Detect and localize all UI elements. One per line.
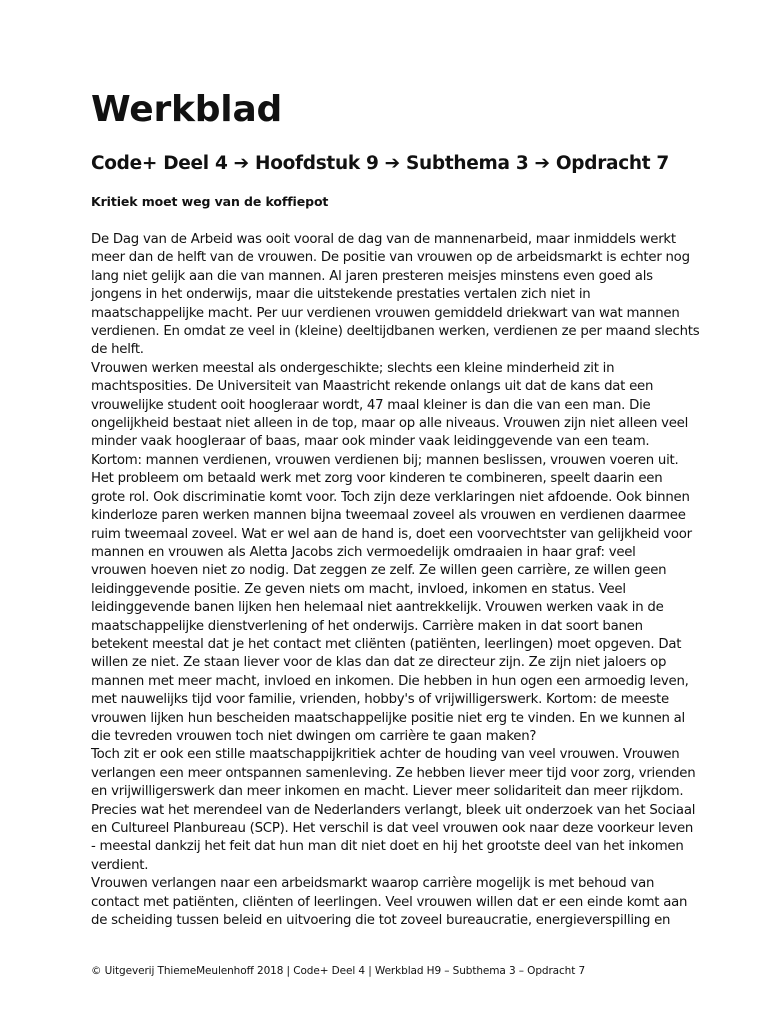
body-line: de helft. [91,342,144,358]
body-line: minder vaak hoogleraar of baas, maar ook minder vaak leidinggevende van een team. [91,434,650,450]
body-line: vrouwen hoeven niet zo nodig. Dat zeggen ze zelf. Ze willen geen carrière, ze willen geen [91,563,667,579]
article-body [91,231,700,930]
body-line: Toch zit er ook een stille maatschappijkritiek achter de houding van veel vrouwen. Vrouwen [91,747,680,763]
page-title: Werkblad [91,89,283,130]
body-line: maatschappelijke dienstverlening of het onderwijs. Carrière maken in dat soort banen [91,618,643,634]
body-line: die tevreden vrouwen toch niet dwingen om carrière te gaan maken? [91,728,537,744]
body-line: maatschappelijke macht. Per uur verdienen vrouwen gemiddeld driekwart van wat mannen [91,305,680,321]
page-subtitle: Code+ Deel 4 ➔ Hoofdstuk 9 ➔ Subthema 3 ➔ Opdracht 7 [91,153,669,174]
body-line: Vrouwen werken meestal als ondergeschikte; slechts een kleine minderheid zit in [91,360,615,376]
body-line: De Dag van de Arbeid was ooit vooral de dag van de mannenarbeid, maar inmiddels werkt [91,232,676,247]
body-line: jongens in het onderwijs, maar die uitstekende prestaties vertalen zich niet in [91,287,591,303]
body-line: en Cultureel Planbureau (SCP). Het verschil is dat veel vrouwen ook naar deze voorkeur leven [91,821,694,836]
body-line: mannen en vrouwen als Aletta Jacobs zich vermoedelijk omdraaien in haar graf: veel [91,544,636,560]
body-line: machtsposities. De Universiteit van Maastricht rekende onlangs uit dat de kans dat een [91,379,654,395]
body-line: vrouwelijke student ooit hoogleraar wordt, 47 maal kleiner is dan die van een man. Die [91,397,651,413]
article-heading: Kritiek moet weg van de koffiepot [91,194,329,209]
page-footer: © Uitgeverij ThiemeMeulenhoff 2018 | Code+ Deel 4 | Werkblad H9 – Subthema 3 – Opdracht 7 [91,965,586,977]
body-line: vrouwen lijken hun bescheiden maatschappelijke positie niet erg te vinden. En we kunnen al [91,710,685,726]
body-line: verdient. [91,857,149,873]
body-line: leidinggevende banen lijken hen helemaal niet aantrekkelijk. Vrouwen werken vaak in de [91,600,664,616]
body-line: verlangen een meer ontspannen samenleving. Ze hebben liever meer tijd voor zorg, vrienden [91,765,696,781]
body-line: Precies wat het merendeel van de Nederlanders verlangt, bleek uit onderzoek van het Sociaal [91,802,696,818]
body-line: ruim tweemaal zoveel. Wat er wel aan de hand is, doet een voorvechtster van gelijkheid voor [91,526,692,542]
body-line: meer dan de helft van de vrouwen. De positie van vrouwen op de arbeidsmarkt is echter nog [91,250,690,266]
body-line: betekent meestal dat je het contact met cliënten (patiënten, leerlingen) moet opgeven. Dat [91,636,682,652]
body-line: ongelijkheid bestaat niet alleen in de top, maar op alle niveaus. Vrouwen zijn niet alleen veel [91,416,689,432]
body-line: Kortom: mannen verdienen, vrouwen verdienen bij; mannen beslissen, vrouwen voeren uit. [91,452,679,468]
body-line: grote rol. Ook discriminatie komt voor. Toch zijn deze verklaringen niet afdoende. Ook binnen [91,489,690,505]
body-line: en vrijwilligerswerk dan meer inkomen en macht. Liever meer solidariteit dan meer rijkdom. [91,784,684,800]
body-line: mannen met meer macht, invloed en inkomen. Die hebben in hun ogen een armoedig leven, [91,673,689,689]
body-line: Het probleem om betaald werk met zorg voor kinderen te combineren, speelt daarin een [91,471,663,487]
body-line: met nauwelijks tijd voor familie, vrienden, hobby's of vrijwilligerswerk. Kortom: de meeste [91,692,669,708]
body-line: leidinggevende positie. Ze geven niets om macht, invloed, inkomen en status. Veel [91,581,626,597]
body-line: verdienen. En omdat ze veel in (kleine) deeltijdbanen werken, verdienen ze per maand slechts [91,324,700,340]
body-line: kinderloze paren werken mannen bijna tweemaal zoveel als vrouwen en verdienen daarmee [91,508,686,524]
body-line: - meestal dankzij het feit dat hun man dit niet doet en hij het grootste deel van het inkomen [91,839,684,855]
body-line: willen ze niet. Ze staan liever voor de klas dan dat ze directeur zijn. Ze zijn niet jaloers op [91,655,667,671]
body-line: de scheiding tussen beleid en uitvoering die tot zoveel bureaucratie, energieverspilling en [91,913,671,929]
body-line: contact met patiënten, cliënten of leerlingen. Veel vrouwen willen dat er een einde komt aan [91,894,688,910]
body-line: Vrouwen verlangen naar een arbeidsmarkt waarop carrière mogelijk is met behoud van [91,876,655,892]
body-line: lang niet gelijk aan die van mannen. Al jaren presteren meisjes minstens even goed als [91,268,653,284]
